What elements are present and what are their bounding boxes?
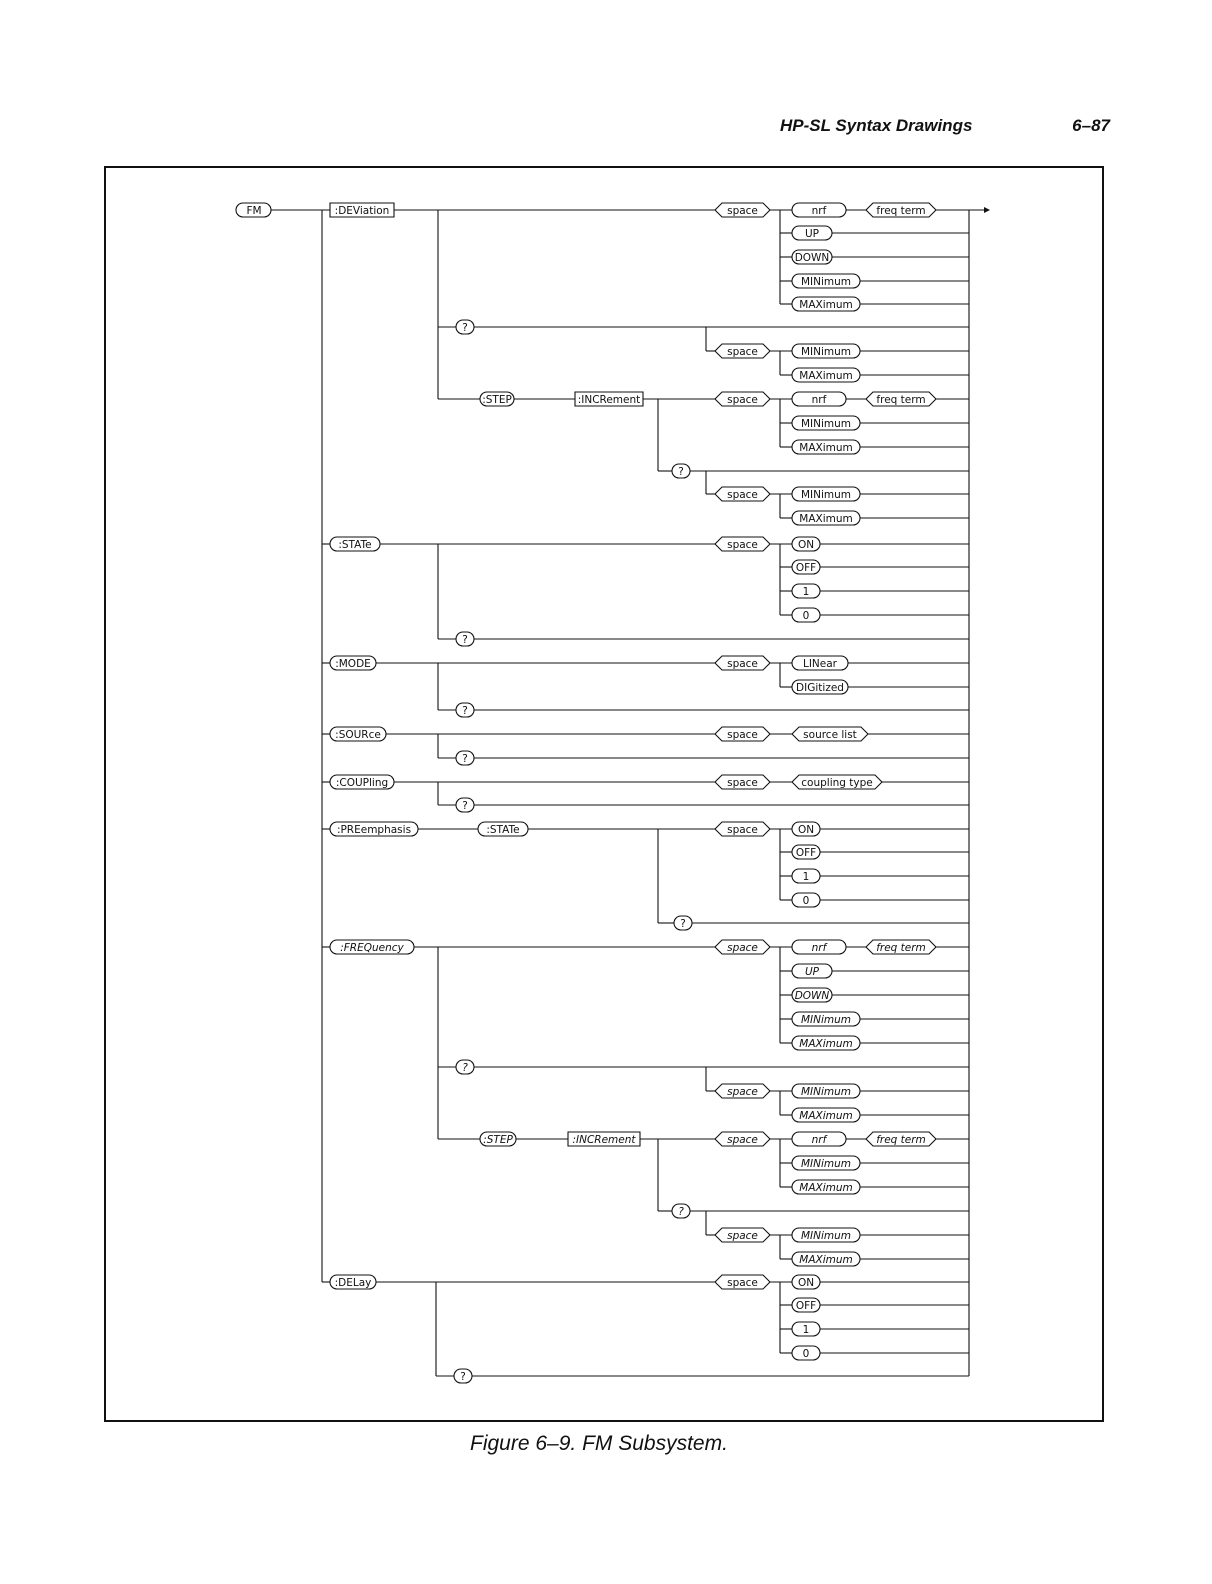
zero-label: 0 (802, 609, 810, 622)
on-label: ON (797, 538, 815, 551)
down-node (792, 250, 832, 264)
query-node (456, 798, 474, 812)
query-node (674, 916, 692, 930)
zero-node (792, 1346, 820, 1360)
increment-node (568, 1132, 640, 1146)
space-label: space (727, 657, 758, 670)
down-node (792, 988, 832, 1002)
on-label: ON (797, 823, 815, 836)
up-node (792, 226, 832, 240)
space-label: space (727, 204, 758, 217)
min-node (792, 1084, 860, 1098)
nrf-node (792, 392, 846, 406)
on-node (792, 1275, 820, 1289)
query-node (456, 632, 474, 646)
min-label: MINimum (800, 275, 852, 288)
up-label: UP (804, 227, 820, 240)
space-label: space (727, 823, 758, 836)
query-node (672, 1204, 690, 1218)
query-label: ? (462, 704, 468, 717)
off-label: OFF (795, 561, 817, 574)
query-label: ? (678, 465, 684, 478)
space-node (715, 822, 770, 836)
zero-node (792, 893, 820, 907)
down-label: DOWN (794, 989, 830, 1002)
max-label: MAXimum (799, 1253, 853, 1266)
space-node (715, 1132, 770, 1146)
max-label: MAXimum (799, 441, 853, 454)
coupling-label: :COUPling (335, 776, 389, 789)
query-label: ? (462, 321, 468, 334)
figure-caption: Figure 6–9. FM Subsystem. (470, 1432, 728, 1455)
mode-label: :MODE (335, 657, 371, 670)
nrf-label: nrf (811, 1133, 827, 1146)
min-label: MINimum (800, 417, 852, 430)
source-list-node (792, 727, 868, 741)
increment-label: :INCRement (572, 1133, 636, 1146)
zero-label: 0 (802, 1347, 810, 1360)
freq-term-label: freq term (876, 204, 926, 217)
header-title: HP-SL Syntax Drawings (780, 116, 973, 135)
nrf-label: nrf (811, 393, 827, 406)
max-label: MAXimum (799, 298, 853, 311)
space-node (715, 656, 770, 670)
preemphasis-node (330, 822, 418, 836)
query-node (456, 320, 474, 334)
query-node (456, 703, 474, 717)
linear-node (792, 656, 848, 670)
off-node (792, 1298, 820, 1312)
query-node (456, 751, 474, 765)
source-node (330, 727, 386, 741)
query-node (672, 464, 690, 478)
coupling-type-label: coupling type (801, 776, 873, 789)
space-node (715, 1275, 770, 1289)
max-node (792, 1108, 860, 1122)
max-node (792, 511, 860, 525)
space-label: space (727, 1229, 758, 1242)
freq-term-node (866, 1132, 936, 1146)
min-label: MINimum (800, 1013, 852, 1026)
max-label: MAXimum (799, 1109, 853, 1122)
max-label: MAXimum (799, 512, 853, 525)
mode-node (330, 656, 376, 670)
min-label: MINimum (800, 1229, 852, 1242)
off-node (792, 845, 820, 859)
freq-term-node (866, 392, 936, 406)
on-node (792, 537, 820, 551)
max-node (792, 1252, 860, 1266)
digitized-node (792, 680, 848, 694)
space-node (715, 203, 770, 217)
min-node (792, 487, 860, 501)
space-label: space (727, 941, 758, 954)
space-node (715, 940, 770, 954)
off-label: OFF (795, 846, 817, 859)
min-node (792, 1156, 860, 1170)
space-node (715, 727, 770, 741)
query-label: ? (678, 1205, 684, 1218)
min-label: MINimum (800, 345, 852, 358)
freq-term-label: freq term (876, 393, 926, 406)
freq-term-label: freq term (876, 1133, 926, 1146)
up-node (792, 964, 832, 978)
query-label: ? (460, 1370, 466, 1383)
delay-node (330, 1275, 376, 1289)
max-node (792, 297, 860, 311)
query-label: ? (680, 917, 686, 930)
source-label: :SOURce (335, 728, 381, 741)
query-label: ? (462, 752, 468, 765)
linear-label: LINear (802, 657, 838, 670)
space-label: space (727, 1276, 758, 1289)
source-list-label: source list (803, 728, 857, 741)
max-node (792, 440, 860, 454)
freq-term-node (866, 940, 936, 954)
frequency-node (330, 940, 414, 954)
down-label: DOWN (794, 251, 830, 264)
one-label: 1 (802, 870, 810, 883)
on-label: ON (797, 1276, 815, 1289)
on-node (792, 822, 820, 836)
min-node (792, 1012, 860, 1026)
query-node (454, 1369, 472, 1383)
nrf-node (792, 203, 846, 217)
space-label: space (727, 728, 758, 741)
state-label: :STATe (338, 538, 372, 551)
step-label: :STEP (483, 1133, 513, 1146)
one-node (792, 1322, 820, 1336)
page-number: 6–87 (1072, 116, 1110, 135)
step-node (480, 392, 514, 406)
fm-root-node (236, 203, 271, 217)
one-label: 1 (802, 1323, 810, 1336)
digitized-label: DIGitized (796, 681, 844, 694)
nrf-label: nrf (811, 204, 827, 217)
preemphasis-label: :PREemphasis (336, 823, 412, 836)
space-node (715, 392, 770, 406)
min-node (792, 344, 860, 358)
space-label: space (727, 538, 758, 551)
one-label: 1 (802, 585, 810, 598)
off-label: OFF (795, 1299, 817, 1312)
nrf-node (792, 940, 846, 954)
space-label: space (727, 1085, 758, 1098)
space-label: space (727, 488, 758, 501)
space-node (715, 1228, 770, 1242)
max-node (792, 368, 860, 382)
delay-label: :DELay (334, 1276, 372, 1289)
max-node (792, 1036, 860, 1050)
query-label: ? (462, 799, 468, 812)
nrf-node (792, 1132, 846, 1146)
one-node (792, 869, 820, 883)
space-label: space (727, 1133, 758, 1146)
max-node (792, 1180, 860, 1194)
min-label: MINimum (800, 1157, 852, 1170)
state-label: :STATe (486, 823, 520, 836)
space-node (715, 344, 770, 358)
increment-label: :INCRement (577, 393, 641, 406)
min-label: MINimum (800, 488, 852, 501)
nrf-label: nrf (811, 941, 827, 954)
increment-node (575, 392, 643, 406)
space-label: space (727, 393, 758, 406)
coupling-type-node (792, 775, 882, 789)
query-node (456, 1060, 474, 1074)
state-node (330, 537, 380, 551)
freq-term-label: freq term (876, 941, 926, 954)
query-label: ? (462, 633, 468, 646)
exit-arrow (984, 207, 990, 213)
step-label: :STEP (482, 393, 512, 406)
max-label: MAXimum (799, 1037, 853, 1050)
state-node (478, 822, 528, 836)
step-node (480, 1132, 516, 1146)
zero-node (792, 608, 820, 622)
min-node (792, 1228, 860, 1242)
deviation-node (330, 203, 394, 217)
off-node (792, 560, 820, 574)
coupling-node (330, 775, 394, 789)
min-node (792, 274, 860, 288)
frequency-label: :FREQuency (340, 941, 404, 954)
freq-term-node (866, 203, 936, 217)
query-label: ? (462, 1061, 468, 1074)
space-node (715, 1084, 770, 1098)
space-label: space (727, 345, 758, 358)
min-node (792, 416, 860, 430)
one-node (792, 584, 820, 598)
max-label: MAXimum (799, 369, 853, 382)
space-label: space (727, 776, 758, 789)
up-label: UP (804, 965, 820, 978)
deviation-label: :DEViation (334, 204, 390, 217)
fm-root-label: FM (246, 204, 262, 217)
max-label: MAXimum (799, 1181, 853, 1194)
space-node (715, 487, 770, 501)
min-label: MINimum (800, 1085, 852, 1098)
space-node (715, 537, 770, 551)
space-node (715, 775, 770, 789)
zero-label: 0 (802, 894, 810, 907)
